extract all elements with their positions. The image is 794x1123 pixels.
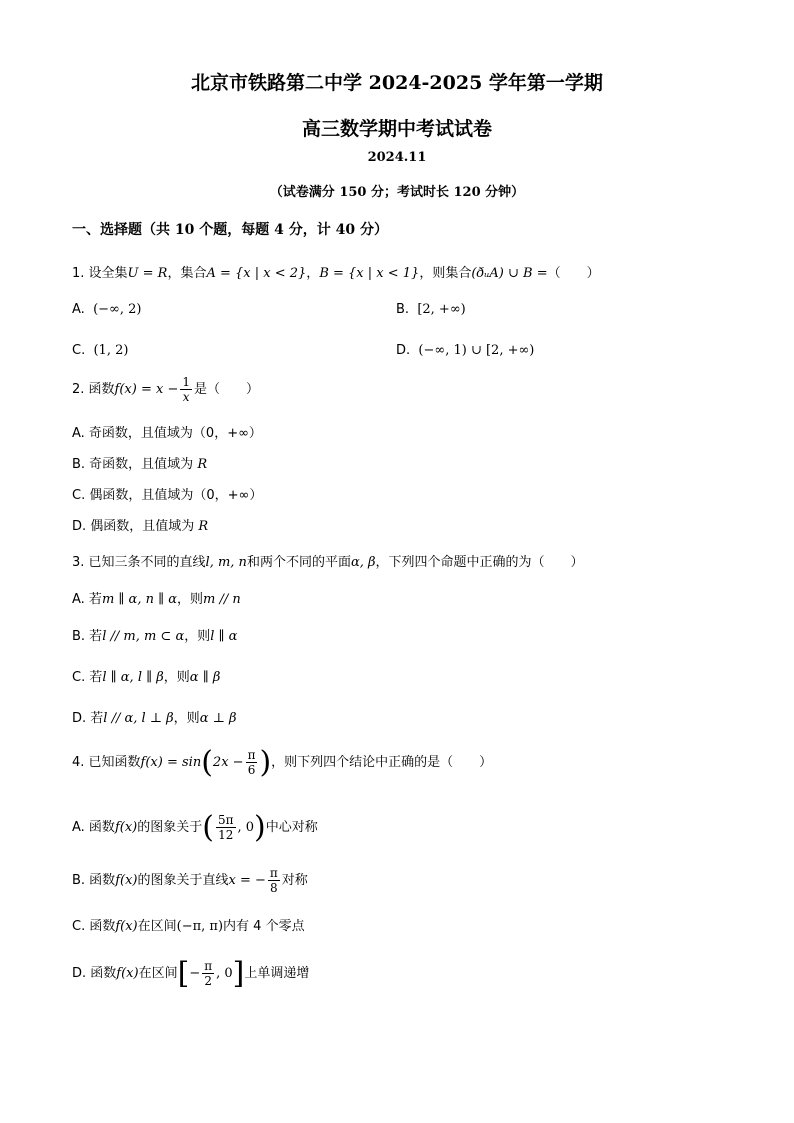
q3-lines: l, m, n: [205, 555, 247, 570]
q1-option-b-label: B.: [396, 302, 410, 317]
q3-option-a-text: A. 若: [72, 592, 102, 607]
q4-option-c-mid: 在区间: [137, 919, 177, 934]
q3-option-c-math: l ∥ α, l ∥ β: [102, 670, 164, 685]
q4-option-b-f: f(x): [115, 873, 138, 888]
q4-option-d-minus: −: [189, 966, 201, 981]
q3-option-d[interactable]: [72, 707, 236, 726]
q4-frac-den: 6: [247, 763, 256, 777]
q3-option-b-math: l // m, m ⊂ α: [102, 629, 185, 644]
q4-option-a-f: f(x): [114, 820, 138, 835]
q1-option-b-value: [2, +∞): [417, 302, 466, 317]
q3-option-d-math: l // α, l ⊥ β: [103, 711, 174, 726]
q2-option-b-r: R: [197, 457, 208, 472]
q1-blank: （ ）: [547, 266, 600, 281]
q1-set-b: B = {x | x < 1}: [319, 266, 420, 281]
q3-option-a-then: ，则: [177, 592, 204, 607]
q4-option-a-den: 12: [218, 828, 234, 842]
q4-option-a-num: 5π: [217, 813, 234, 827]
q4-option-b-fraction: [268, 866, 280, 895]
q1-option-c[interactable]: [72, 343, 128, 358]
question-1: [72, 262, 600, 281]
q4-option-b-den: 8: [270, 881, 278, 895]
question-3: [72, 551, 584, 570]
q1-option-a[interactable]: [72, 302, 141, 317]
q4-option-a-paren-open: (: [202, 810, 214, 845]
q4-option-a-mid: 的图象关于: [137, 820, 203, 835]
q4-option-d-bracket-open: [: [177, 956, 190, 991]
q4-option-d-num: π: [204, 959, 213, 973]
exam-date: 2024.11: [367, 150, 427, 165]
q3-option-a-math: m ∥ α, n ∥ α: [101, 592, 177, 607]
q3-option-c-then: ，则: [163, 670, 190, 685]
q4-option-b[interactable]: [72, 866, 308, 895]
q4-frac-num: π: [247, 748, 256, 762]
q3-option-c[interactable]: [72, 666, 220, 685]
q3-option-d-result: α ⊥ β: [199, 711, 237, 726]
q4-option-d-text: D. 函数: [72, 966, 117, 981]
q2-frac-num: 1: [182, 375, 190, 389]
q2-option-a[interactable]: A. 奇函数，且值域为（0，+∞）: [72, 426, 262, 441]
q4-option-a-text: A. 函数: [72, 820, 115, 835]
q3-option-b-text: B. 若: [72, 629, 103, 644]
q2-frac-den: x: [182, 390, 190, 404]
q3-suffix: ，下列四个命题中正确的为（ ）: [375, 555, 584, 570]
q1-option-d-label: D.: [396, 343, 411, 358]
q1-option-c-value: (1, 2): [93, 343, 129, 358]
q4-option-d-mid: 在区间: [138, 966, 178, 981]
q4-option-b-num: π: [269, 866, 278, 880]
exam-note: （试卷满分 150 分；考试时长 120 分钟）: [269, 185, 525, 200]
q4-option-c-f: f(x): [115, 919, 138, 934]
q1-comma: ，: [306, 266, 320, 281]
q4-option-d-fraction: [202, 959, 214, 988]
q4-option-a-paren-close: ): [254, 810, 266, 845]
q4-option-a-fraction: [216, 813, 236, 842]
q3-option-d-text: D. 若: [72, 711, 104, 726]
q4-option-d[interactable]: [72, 956, 309, 991]
q4-option-b-mid: 的图象关于直线: [137, 873, 229, 888]
q1-option-c-label: C.: [72, 343, 86, 358]
q1-option-a-label: A.: [72, 302, 85, 317]
q1-option-a-value: (−∞, 2): [93, 302, 142, 317]
q1-mid1: ，集合: [167, 266, 207, 281]
q1-option-d-value: (−∞, 1) ∪ [2, +∞): [418, 343, 535, 358]
q3-option-a[interactable]: [72, 588, 241, 607]
q3-planes: α, β: [350, 555, 376, 570]
q4-option-c-text: C. 函数: [72, 919, 116, 934]
q4-option-d-f: f(x): [116, 966, 139, 981]
q3-prefix: 3. 已知三条不同的直线: [72, 555, 206, 570]
q2-fraction: [180, 375, 192, 404]
q3-option-c-text: C. 若: [72, 670, 103, 685]
q2-option-b-text: B. 奇函数，且值域为: [72, 457, 198, 472]
q4-prefix: 4. 已知函数: [72, 755, 141, 770]
exam-title: 北京市铁路第二中学 2024-2025 学年第一学期: [191, 72, 603, 94]
q4-fraction: [246, 748, 258, 777]
q4-function: f(x) = sin: [140, 755, 202, 770]
q4-option-c-end: 内有 4 个零点: [223, 919, 305, 934]
q4-option-c-interval: (−π, π): [176, 919, 224, 934]
q2-prefix: 2. 函数: [72, 382, 115, 397]
q3-option-d-then: ，则: [173, 711, 200, 726]
q2-option-d-r: R: [198, 519, 209, 534]
q3-option-b-then: ，则: [184, 629, 211, 644]
q1-universe: U = R: [127, 266, 168, 281]
q3-option-c-result: α ∥ β: [189, 670, 221, 685]
q4-option-b-end: 对称: [281, 873, 308, 888]
q4-option-c[interactable]: [72, 915, 305, 934]
q4-option-a-end: 中心对称: [265, 820, 318, 835]
q1-expr: (ðᵤA) ∪ B =: [471, 266, 548, 281]
q1-set-a: A = {x | x < 2}: [206, 266, 307, 281]
q1-option-d[interactable]: [396, 343, 534, 358]
section-title: 一、选择题（共 10 个题，每题 4 分，计 40 分）: [72, 222, 388, 238]
q2-suffix: 是（ ）: [194, 382, 260, 397]
q4-option-a[interactable]: [72, 810, 318, 845]
q4-option-d-bracket-close: ]: [232, 956, 245, 991]
q4-option-d-end: 上单调递增: [244, 966, 310, 981]
q4-option-b-text: B. 函数: [72, 873, 116, 888]
q2-option-c[interactable]: C. 偶函数，且值域为（0，+∞）: [72, 488, 263, 503]
q4-inner: 2x −: [212, 755, 244, 770]
q4-option-d-tail: , 0: [216, 966, 233, 981]
q4-paren-open: (: [201, 745, 213, 780]
q4-suffix: ，则下列四个结论中正确的是（ ）: [271, 755, 493, 770]
q2-function: f(x) = x −: [114, 382, 179, 397]
q4-option-d-den: 2: [204, 974, 212, 988]
q3-option-b[interactable]: [72, 625, 237, 644]
question-2: [72, 375, 259, 404]
q3-mid: 和两个不同的平面: [246, 555, 351, 570]
q1-prefix: 1. 设全集: [72, 266, 128, 281]
q4-option-a-tail: , 0: [237, 820, 255, 835]
question-4: [72, 745, 492, 780]
q2-option-d[interactable]: [72, 515, 208, 534]
q4-option-b-eq: x = −: [228, 873, 266, 888]
q4-paren-close: ): [259, 745, 272, 780]
q3-option-a-result: m // n: [203, 592, 241, 607]
q2-option-b[interactable]: [72, 453, 207, 472]
exam-subtitle: 高三数学期中考试试卷: [301, 118, 492, 140]
q1-option-b[interactable]: [396, 302, 466, 317]
q2-option-d-text: D. 偶函数，且值域为: [72, 519, 199, 534]
q3-option-b-result: l ∥ α: [210, 629, 238, 644]
q1-mid2: ，则集合: [419, 266, 472, 281]
